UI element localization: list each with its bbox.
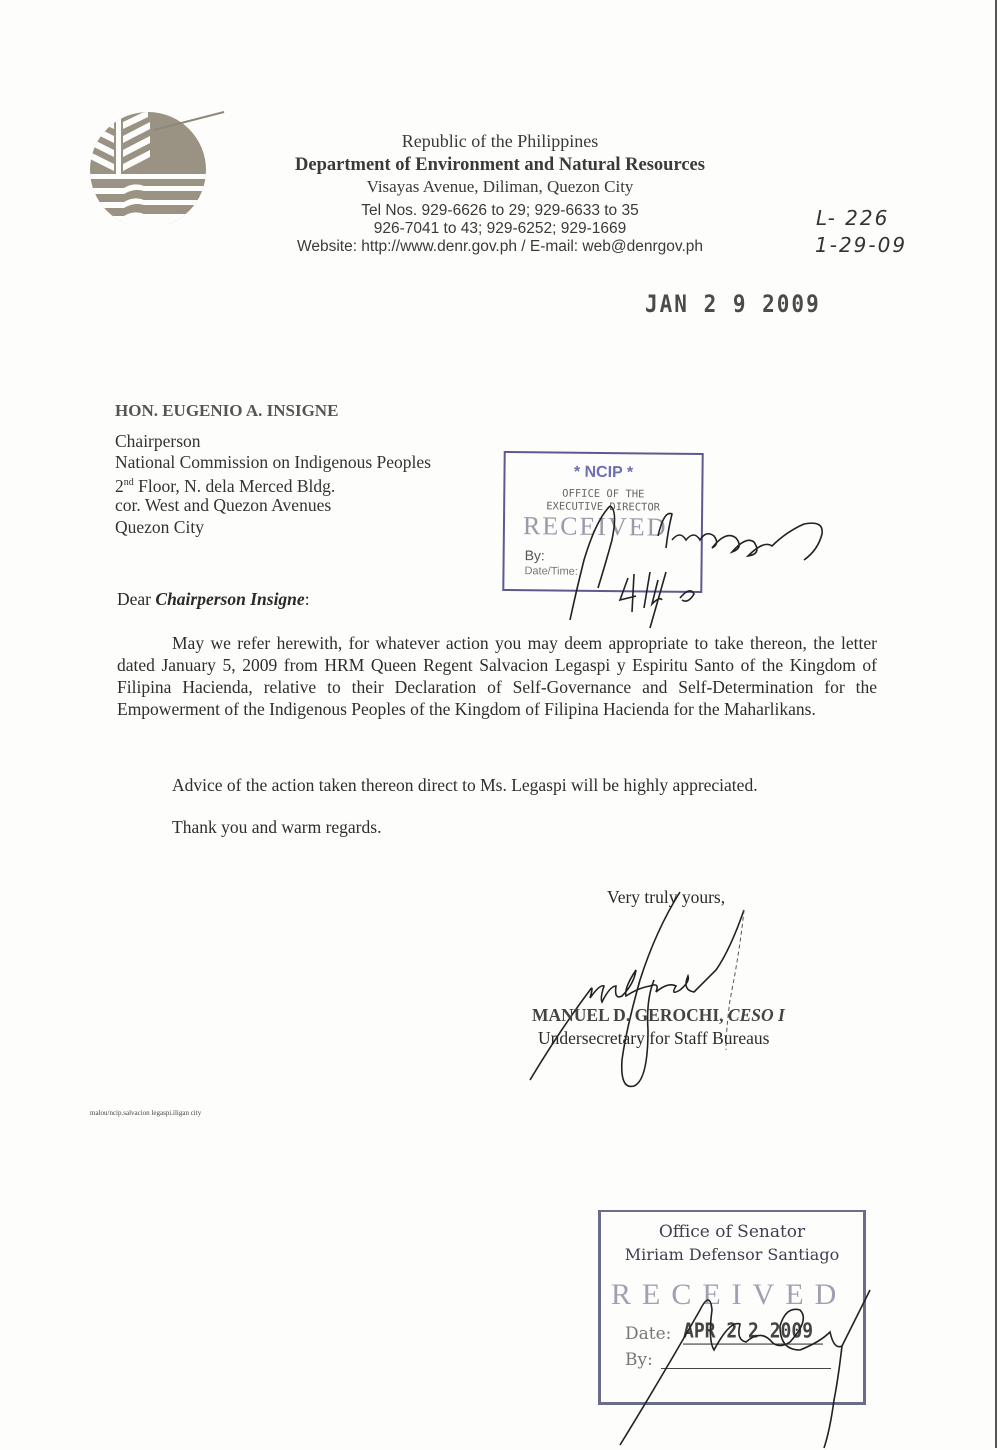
addressee-street: cor. West and Quezon Avenues bbox=[115, 495, 332, 515]
denr-logo-icon bbox=[84, 108, 226, 224]
letterhead-tel-line-2: 926-7041 to 43; 929-6252; 929-1669 bbox=[373, 220, 627, 237]
letterhead-address: Visayas Avenue, Diliman, Quezon City bbox=[366, 177, 634, 196]
signatory-title: Undersecretary for Staff Bureaus bbox=[538, 1028, 770, 1048]
ncip-stamp-title: * NCIP * bbox=[573, 463, 634, 482]
senator-stamp-date-label: Date: bbox=[625, 1324, 672, 1344]
letterhead-tel-line-1: Tel Nos. 929-6626 to 29; 929-6633 to 35 bbox=[361, 202, 639, 219]
senator-stamp-date-value: APR 2 2 2009 bbox=[683, 1319, 823, 1344]
senator-stamp-office: Office of Senator bbox=[658, 1222, 806, 1242]
salutation-prefix: Dear bbox=[117, 589, 156, 609]
senator-stamp-by-label: By: bbox=[625, 1350, 653, 1370]
handwritten-reference-number: L- 226 bbox=[816, 206, 890, 230]
body-paragraph-3: Thank you and warm regards. bbox=[172, 817, 382, 837]
date-stamp: JAN 2 9 2009 bbox=[645, 290, 821, 318]
page-edge bbox=[995, 0, 997, 1448]
addressee-position: Chairperson bbox=[115, 431, 201, 451]
ncip-stamp-by-label: By: bbox=[524, 547, 545, 564]
floor-ordinal: nd bbox=[123, 477, 134, 488]
signatory-suffix: CESO I bbox=[727, 1005, 785, 1025]
letterhead-republic: Republic of the Philippines bbox=[401, 131, 599, 151]
senator-stamp-signature bbox=[620, 1270, 880, 1450]
ncip-stamp-office: OFFICE OF THE bbox=[562, 487, 645, 501]
ncip-stamp-executive-director: EXECUTIVE DIRECTOR bbox=[546, 500, 661, 514]
reference-initials: malou/ncip.salvacion legaspi.iligan city bbox=[90, 1109, 202, 1117]
signatory-signature bbox=[530, 890, 780, 1100]
salutation bbox=[117, 589, 310, 610]
senator-stamp-received: RECEIVED bbox=[611, 1278, 848, 1311]
salutation-suffix: : bbox=[304, 589, 310, 609]
body-paragraph-1: May we refer herewith, for whatever action you may deem appropriate to take thereon, the letter dated January 5, 2009 from HRM Queen Regent Salvacion Legaspi y Espiritu Santo of the Kingdom of Filipina Hacienda, relative to their Declaration of Self-Governance and Self-Determination for the Empowerment of the Indigenous Peoples of the Kingdom of Filipina Hacienda for the Maharlikans. bbox=[117, 633, 877, 719]
body-paragraph-2: Advice of the action taken thereon direct to Ms. Legaspi will be highly appreciated. bbox=[172, 775, 758, 795]
senator-stamp-name: Miriam Defensor Santiago bbox=[624, 1245, 840, 1264]
addressee-city: Quezon City bbox=[115, 517, 204, 537]
signatory-name bbox=[532, 1005, 785, 1026]
floor-building: Floor, N. dela Merced Bldg. bbox=[133, 475, 336, 496]
letterhead-department: Department of Environment and Natural Resources bbox=[295, 155, 705, 175]
complimentary-close: Very truly yours, bbox=[607, 887, 726, 907]
ncip-stamp-received: RECEIVED bbox=[522, 511, 668, 542]
addressee-office: National Commission on Indigenous Peoples bbox=[115, 452, 431, 472]
ncip-handwritten-signature bbox=[540, 500, 840, 630]
floor-number: 2 bbox=[115, 475, 124, 496]
handwritten-reference-date: 1-29-09 bbox=[815, 233, 908, 257]
salutation-name: Chairperson Insigne bbox=[155, 589, 305, 609]
signatory-full-name: MANUEL D. GEROCHI, bbox=[532, 1005, 728, 1025]
letterhead-website-email: Website: http://www.denr.gov.ph / E-mail: web@denrgov.ph bbox=[296, 238, 704, 255]
ncip-stamp-datetime-label: Date/Time: bbox=[524, 565, 578, 578]
addressee-name: HON. EUGENIO A. INSIGNE bbox=[115, 401, 339, 420]
